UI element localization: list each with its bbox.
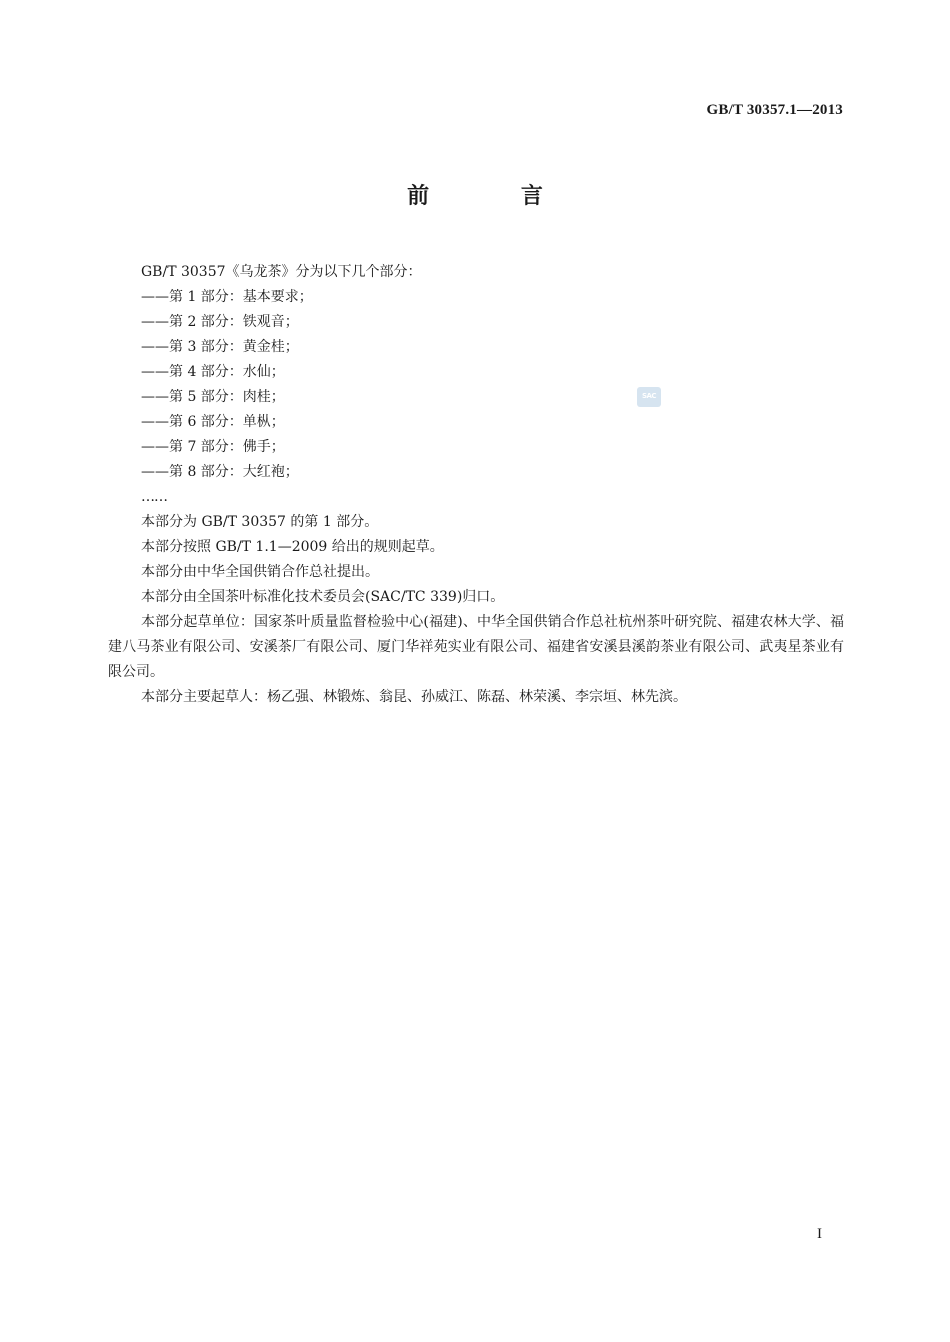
- list-item: ——第 8 部分：大红袍；: [141, 464, 299, 480]
- sac-watermark-text: SAC: [641, 392, 657, 400]
- paragraph: 本部分按照 GB/T 1.1—2009 给出的规则起草。: [141, 539, 444, 555]
- drafting-units-paragraph: 本部分起草单位：国家茶叶质量监督检验中心(福建)、中华全国供销合作总社杭州茶叶研究院、福建农林大学、福建八马茶业有限公司、安溪茶厂有限公司、厦门华祥苑实业有限公司、福建省安溪县溪韵茶业有限公司、武夷星茶业有限公司。: [108, 614, 844, 680]
- page-title: 前 言: [407, 184, 585, 209]
- paragraph: 本部分为 GB/T 30357 的第 1 部分。: [141, 514, 379, 530]
- list-ellipsis: ……: [141, 489, 167, 505]
- list-item: ——第 7 部分：佛手；: [141, 439, 285, 455]
- paragraph: 本部分由中华全国供销合作总社提出。: [141, 564, 379, 580]
- list-item: ——第 2 部分：铁观音；: [141, 314, 299, 330]
- list-item: ——第 3 部分：黄金桂；: [141, 339, 299, 355]
- list-item: ——第 1 部分：基本要求；: [141, 289, 313, 305]
- list-item: ——第 4 部分：水仙；: [141, 364, 285, 380]
- intro-paragraph: GB/T 30357《乌龙茶》分为以下几个部分：: [141, 264, 422, 280]
- drafters-paragraph: 本部分主要起草人：杨乙强、林锻炼、翁昆、孙威江、陈磊、林荣溪、李宗垣、林先滨。: [141, 689, 687, 705]
- list-item: ——第 5 部分：肉桂；: [141, 389, 285, 405]
- page-number: I: [817, 1226, 822, 1242]
- foreword-body: [108, 260, 844, 710]
- standard-number: GB/T 30357.1—2013: [706, 102, 843, 118]
- list-item: ——第 6 部分：单枞；: [141, 414, 285, 430]
- paragraph: 本部分由全国茶叶标准化技术委员会(SAC/TC 339)归口。: [141, 589, 505, 605]
